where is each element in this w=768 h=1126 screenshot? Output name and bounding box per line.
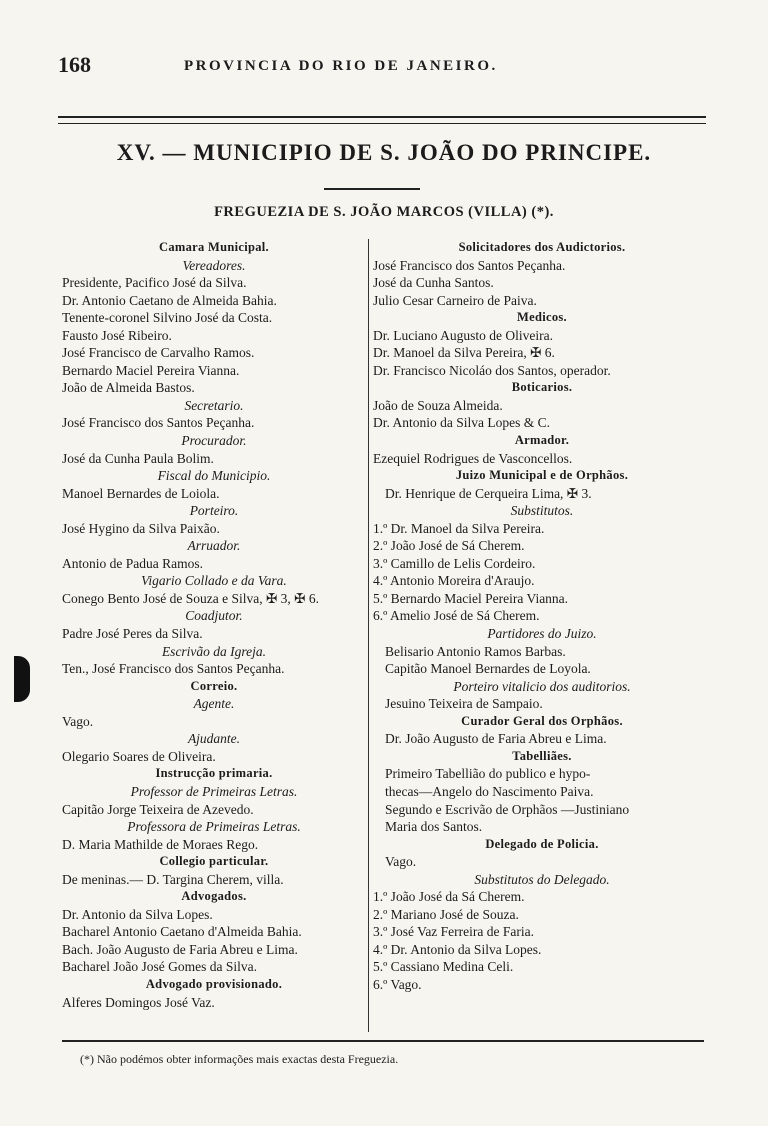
role-subheading: Professor de Primeiras Letras.: [130, 783, 298, 799]
entry-line: Jesuino Teixeira de Sampaio.: [385, 696, 543, 712]
entry-line: 1.º Dr. Manoel da Silva Pereira.: [373, 520, 545, 536]
entry-line: 4.º Antonio Moreira d'Araujo.: [373, 573, 535, 589]
entry-line: De meninas.— D. Targina Cherem, villa.: [62, 871, 284, 887]
entry-line: João de Souza Almeida.: [373, 397, 503, 413]
right-column: [368, 239, 711, 1032]
title-divider: [324, 188, 420, 190]
entry-line: thecas—Angelo do Nascimento Paiva.: [385, 783, 594, 799]
entry-line: João de Almeida Bastos.: [62, 380, 195, 396]
entry-line: Julio Cesar Carneiro de Paiva.: [373, 292, 537, 308]
section-heading: Armador.: [514, 433, 570, 448]
role-subheading: Agente.: [193, 696, 235, 712]
entry-line: 3.º Camillo de Lelis Cordeiro.: [373, 555, 536, 571]
entry-line: Conego Bento José de Souza e Silva, ✠ 3, ✠ 6.: [62, 590, 319, 606]
entry-line: José da Cunha Paula Bolim.: [62, 450, 214, 466]
section-heading: Tabelliães.: [512, 748, 572, 763]
role-subheading: Arruador.: [187, 538, 241, 554]
entry-line: Alferes Domingos José Vaz.: [62, 994, 215, 1010]
entry-line: Bacharel João José Gomes da Silva.: [62, 959, 257, 975]
section-heading: Juizo Municipal e de Orphãos.: [455, 468, 629, 483]
role-subheading: Vigario Collado e da Vara.: [141, 573, 287, 589]
role-subheading: Procurador.: [181, 433, 247, 449]
section-heading: Solicitadores dos Audictorios.: [458, 240, 626, 254]
entry-line: D. Maria Mathilde de Moraes Rego.: [62, 836, 259, 852]
section-heading: Delegado de Policia.: [485, 836, 599, 851]
section-heading: Curador Geral dos Orphãos.: [461, 713, 623, 728]
section-heading: Instrucção primaria.: [155, 766, 273, 781]
entry-line: Dr. Antonio da Silva Lopes.: [62, 906, 213, 922]
entry-line: Antonio de Padua Ramos.: [62, 555, 203, 571]
role-subheading: Ajudante.: [187, 731, 241, 747]
section-heading: Correio.: [190, 678, 238, 693]
entry-line: Primeiro Tabellião do publico e hypo-: [385, 766, 591, 782]
entry-line: Tenente-coronel Silvino José da Costa.: [62, 310, 273, 326]
left-column: [62, 239, 366, 1011]
footnote: (*) Não podémos obter informações mais exactas desta Freguezia.: [80, 1052, 399, 1066]
header-double-rule: [58, 116, 706, 124]
entry-line: José Francisco dos Santos Peçanha.: [373, 257, 566, 273]
entry-line: José Hygino da Silva Paixão.: [62, 520, 220, 536]
entry-line: Vago.: [385, 854, 417, 870]
parish-heading: FREGUEZIA DE S. JOÃO MARCOS (VILLA) (*).: [214, 204, 554, 220]
entry-line: 6.º Amelio José de Sá Cherem.: [373, 608, 540, 624]
role-subheading: Porteiro vitalicio dos auditorios.: [453, 678, 631, 694]
municipio-title: XV. — MUNICIPIO DE S. JOÃO DO PRINCIPE.: [116, 140, 652, 165]
entry-line: 2.º Mariano José de Souza.: [373, 906, 519, 922]
entry-line: Manoel Bernardes de Loiola.: [62, 485, 220, 501]
entry-line: José Francisco de Carvalho Ramos.: [62, 345, 255, 361]
entry-line: 5.º Bernardo Maciel Pereira Vianna.: [373, 590, 569, 606]
role-subheading: Coadjutor.: [185, 608, 243, 624]
entry-line: Dr. Henrique de Cerqueira Lima, ✠ 3.: [385, 485, 592, 501]
entry-line: 6.º Vago.: [373, 976, 422, 992]
footnote-rule: [62, 1040, 704, 1042]
entry-line: José da Cunha Santos.: [373, 275, 494, 291]
entry-line: Bach. João Augusto de Faria Abreu e Lima.: [62, 941, 298, 957]
section-heading: Boticarios.: [511, 380, 573, 395]
entry-line: Ezequiel Rodrigues de Vasconcellos.: [373, 450, 573, 466]
entry-line: Presidente, Pacifico José da Silva.: [62, 275, 247, 291]
entry-line: Dr. Antonio da Silva Lopes & C.: [373, 415, 550, 431]
role-subheading: Vereadores.: [182, 257, 246, 273]
entry-line: Bacharel Antonio Caetano d'Almeida Bahia.: [62, 924, 302, 940]
entry-line: Dr. João Augusto de Faria Abreu e Lima.: [385, 731, 607, 747]
entry-line: 4.º Dr. Antonio da Silva Lopes.: [373, 941, 542, 957]
entry-line: Belisario Antonio Ramos Barbas.: [385, 643, 566, 659]
role-subheading: Porteiro.: [189, 503, 239, 519]
entry-line: Maria dos Santos.: [385, 819, 483, 835]
entry-line: Fausto José Ribeiro.: [62, 327, 172, 343]
section-heading: Advogados.: [181, 889, 247, 904]
entry-line: Ten., José Francisco dos Santos Peçanha.: [62, 661, 285, 677]
entry-line: Dr. Manoel da Silva Pereira, ✠ 6.: [373, 345, 555, 361]
section-heading: Camara Municipal.: [159, 240, 269, 254]
section-heading: Medicos.: [517, 310, 567, 325]
entry-line: 5.º Cassiano Medina Celi.: [373, 959, 514, 975]
entry-line: 3.º José Vaz Ferreira de Faria.: [373, 924, 535, 940]
entry-line: Dr. Luciano Augusto de Oliveira.: [373, 327, 553, 343]
entry-line: Bernardo Maciel Pereira Vianna.: [62, 362, 240, 378]
role-subheading: Partidores do Juizo.: [487, 626, 597, 642]
role-subheading: Substitutos do Delegado.: [474, 871, 610, 887]
entry-line: Dr. Antonio Caetano de Almeida Bahia.: [62, 292, 277, 308]
entry-line: Dr. Francisco Nicoláo dos Santos, operador.: [373, 362, 611, 378]
entry-line: Capitão Manoel Bernardes de Loyola.: [385, 661, 591, 677]
page-number: 168: [58, 52, 91, 77]
entry-line: Segundo e Escrivão de Orphãos —Justiniano: [385, 801, 630, 817]
binding-mark: [14, 656, 30, 702]
section-heading: Advogado provisionado.: [145, 976, 283, 991]
entry-line: José Francisco dos Santos Peçanha.: [62, 415, 255, 431]
role-subheading: Professora de Primeiras Letras.: [127, 819, 301, 835]
role-subheading: Fiscal do Municipio.: [157, 468, 271, 484]
running-title: PROVINCIA DO RIO DE JANEIRO.: [184, 58, 498, 74]
entry-line: Olegario Soares de Oliveira.: [62, 748, 216, 764]
role-subheading: Secretario.: [184, 397, 244, 413]
entry-line: Padre José Peres da Silva.: [62, 626, 203, 642]
role-subheading: Substitutos.: [510, 503, 574, 519]
section-heading: Collegio particular.: [159, 854, 269, 869]
entry-line: Capitão Jorge Teixeira de Azevedo.: [62, 801, 254, 817]
entry-line: 2.º João José de Sá Cherem.: [373, 538, 525, 554]
entry-line: 1.º João José da Sá Cherem.: [373, 889, 525, 905]
entry-line: Vago.: [62, 713, 94, 729]
role-subheading: Escrivão da Igreja.: [161, 643, 267, 659]
page-header: [58, 52, 720, 82]
